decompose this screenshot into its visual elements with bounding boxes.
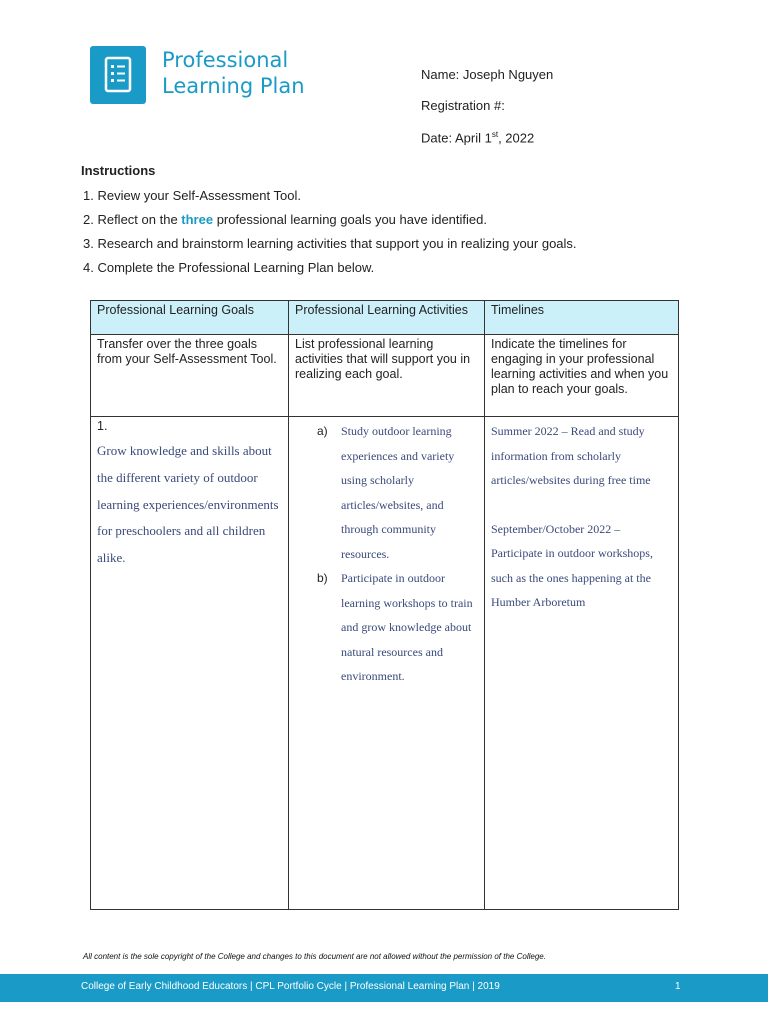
learning-plan-table bbox=[90, 300, 679, 910]
instruction-item: 4. Complete the Professional Learning Plan below. bbox=[83, 260, 375, 275]
date-superscript: st bbox=[491, 130, 499, 139]
checklist-icon bbox=[90, 46, 146, 104]
logo-title-line1: Professional bbox=[162, 48, 289, 72]
instructions-title: Instructions bbox=[81, 163, 156, 178]
instruction-item: 3. Research and brainstorm learning activities that support you in realizing your goals. bbox=[83, 236, 577, 251]
goal-cell bbox=[91, 417, 289, 910]
instruction-item: 1. Review your Self-Assessment Tool. bbox=[83, 188, 301, 203]
date-field bbox=[421, 130, 534, 145]
activities-cell bbox=[289, 417, 485, 910]
table-row bbox=[91, 417, 679, 910]
logo-title-line2: Learning Plan bbox=[162, 74, 305, 98]
timeline-entry: Summer 2022 – Read and study information from scholarly articles/websites during free time bbox=[491, 424, 651, 487]
timeline-entry: September/October 2022 – Participate in outdoor workshops, such as the ones happening at the Humber Arboretum bbox=[491, 521, 653, 609]
activity-text: Participate in outdoor learning workshops to train and grow knowledge about natural resources and environment. bbox=[341, 571, 473, 683]
goal-number: 1. bbox=[97, 419, 108, 433]
timelines-cell bbox=[485, 417, 679, 910]
name-field: Name: Joseph Nguyen bbox=[421, 67, 554, 82]
instruction-text: 2. Reflect on the bbox=[83, 212, 182, 227]
table-header-row bbox=[91, 301, 679, 335]
footer-bar bbox=[0, 974, 768, 1002]
list-item bbox=[295, 419, 478, 566]
goals-description: Transfer over the three goals from your Self-Assessment Tool. bbox=[91, 335, 289, 417]
copyright-note: All content is the sole copyright of the College and changes to this document are not allowed without the permission of the College. bbox=[83, 952, 546, 961]
highlight-three: three bbox=[181, 212, 214, 227]
list-marker: b) bbox=[317, 571, 328, 585]
date-suffix: , 2022 bbox=[498, 130, 535, 146]
registration-field: Registration #: bbox=[421, 98, 505, 113]
goal-text: Grow knowledge and skills about the different variety of outdoor learning experiences/environments for preschoolers and all children alike. bbox=[97, 443, 279, 566]
logo-title bbox=[162, 47, 305, 99]
timelines-description: Indicate the timelines for engaging in your professional learning activities and when you plan to reach your goals. bbox=[485, 335, 679, 417]
header-timelines: Timelines bbox=[485, 301, 679, 335]
table-row bbox=[91, 335, 679, 417]
date-prefix: Date: April 1 bbox=[421, 130, 492, 146]
footer-text: College of Early Childhood Educators | CPL Portfolio Cycle | Professional Learning Plan | 2019 bbox=[81, 981, 500, 992]
header-goals: Professional Learning Goals bbox=[91, 301, 289, 335]
activity-text: Study outdoor learning experiences and variety using scholarly articles/websites, and through community resources. bbox=[341, 424, 455, 561]
list-marker: a) bbox=[317, 424, 328, 438]
timeline-list bbox=[491, 419, 672, 615]
instruction-item bbox=[83, 208, 577, 232]
header-activities: Professional Learning Activities bbox=[289, 301, 485, 335]
instruction-text: professional learning goals you have identified. bbox=[213, 212, 487, 227]
page-number: 1 bbox=[675, 981, 681, 992]
activities-list bbox=[295, 419, 478, 689]
spacer bbox=[491, 493, 672, 517]
logo-badge bbox=[90, 46, 146, 104]
list-item bbox=[295, 566, 478, 689]
instructions-list bbox=[83, 184, 577, 280]
activities-description: List professional learning activities that will support you in realizing each goal. bbox=[289, 335, 485, 417]
